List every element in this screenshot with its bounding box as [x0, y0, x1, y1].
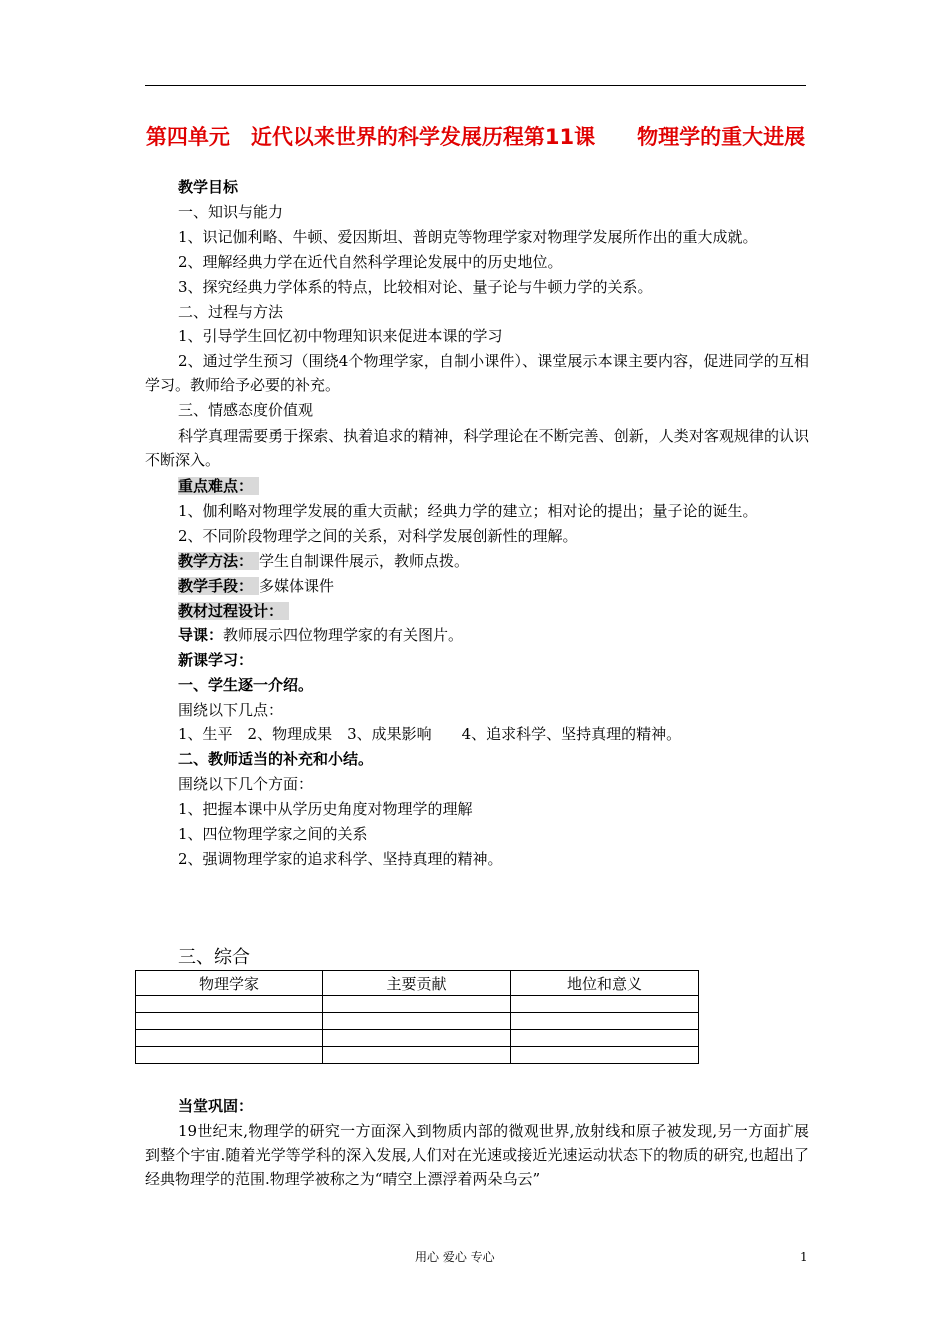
top-rule	[145, 85, 806, 86]
table-header-cell: 物理学家	[136, 971, 323, 996]
table-row	[136, 1047, 699, 1064]
part1-points: 1、生平 2、物理成果 3、成果影响 4、追求科学、坚持真理的精神。	[178, 725, 682, 743]
design-row	[178, 601, 289, 621]
key-points-label-text: 重点难点：	[178, 477, 259, 495]
objective-3: 3、探究经典力学体系的特点，比较相对论、量子论与牛顿力学的关系。	[178, 278, 653, 296]
table-cell	[511, 1030, 699, 1047]
table-cell	[136, 1013, 323, 1030]
process-2: 2、通过学生预习（围绕4个物理学家，自制小课件）、课堂展示本课主要内容，促进同学的互相学习。教师给予必要的补充。	[145, 352, 809, 394]
intro-label: 导课：	[178, 626, 224, 644]
footer-motto: 用心 爱心 专心	[415, 1250, 495, 1264]
table-cell	[323, 1030, 511, 1047]
part2-item-3: 2、强调物理学家的追求科学、坚持真理的精神。	[178, 850, 503, 868]
part1-around: 围绕以下几点：	[178, 701, 284, 719]
table-cell	[136, 996, 323, 1013]
consolidation-label: 当堂巩固：	[178, 1097, 254, 1115]
table-row	[136, 1030, 699, 1047]
summary-table	[135, 970, 699, 1064]
section3-heading: 三、情感态度价值观	[178, 401, 314, 419]
table-cell	[136, 1047, 323, 1064]
means-text: 多媒体课件	[259, 577, 335, 595]
section1-heading: 一、知识与能力	[178, 203, 284, 221]
key-points-label	[178, 476, 259, 496]
part2-item-1: 1、把握本课中从学历史角度对物理学的理解	[178, 800, 473, 818]
document-title: 第四单元 近代以来世界的科学发展历程第11课 物理学的重大进展	[145, 125, 806, 149]
key-point-1: 1、伽利略对物理学发展的重大贡献；经典力学的建立；相对论的提出；量子论的诞生。	[178, 502, 758, 520]
part2-heading: 二、教师适当的补充和小结。	[178, 750, 374, 768]
table-row	[136, 1013, 699, 1030]
part2-around: 围绕以下几个方面：	[178, 775, 314, 793]
page-number: 1	[800, 1250, 808, 1264]
table-header-cell: 地位和意义	[511, 971, 699, 996]
section2-heading: 二、过程与方法	[178, 303, 284, 321]
table-header-row	[136, 971, 699, 996]
table-cell	[511, 996, 699, 1013]
table-header-cell: 主要贡献	[323, 971, 511, 996]
table-cell	[511, 1013, 699, 1030]
intro-text: 教师展示四位物理学家的有关图片。	[223, 626, 464, 644]
intro-row	[178, 625, 463, 645]
method-text: 学生自制课件展示，教师点拨。	[259, 552, 470, 570]
table-cell	[323, 1047, 511, 1064]
part1-heading: 一、学生逐一介绍。	[178, 676, 314, 694]
new-lesson-label: 新课学习：	[178, 651, 254, 669]
consolidation-text: 19世纪末,物理学的研究一方面深入到物质内部的微观世界,放射线和原子被发现,另一方面扩展到整个宇宙.随着光学等学科的深入发展,人们对在光速或接近光速运动状态下的物质的研究,也超出了经典物理学的范围.物理学被称之为“晴空上漂浮着两朵乌云”	[145, 1122, 809, 1188]
values-text: 科学真理需要勇于探索、执着追求的精神，科学理论在不断完善、创新，人类对客观规律的认识不断深入。	[145, 427, 809, 469]
method-row	[178, 551, 469, 571]
means-row	[178, 576, 334, 596]
table-cell	[136, 1030, 323, 1047]
table-cell	[511, 1047, 699, 1064]
method-label: 教学方法：	[178, 552, 259, 570]
part2-item-2: 1、四位物理学家之间的关系	[178, 825, 368, 843]
table-row	[136, 996, 699, 1013]
objective-1: 1、识记伽利略、牛顿、爱因斯坦、普朗克等物理学家对物理学发展所作出的重大成就。	[178, 228, 758, 246]
means-label: 教学手段：	[178, 577, 259, 595]
process-1: 1、引导学生回忆初中物理知识来促进本课的学习	[178, 327, 503, 345]
table-cell	[323, 1013, 511, 1030]
summary-heading: 三、综合	[178, 947, 250, 968]
objective-2: 2、理解经典力学在近代自然科学理论发展中的历史地位。	[178, 253, 563, 271]
objectives-heading: 教学目标	[178, 178, 239, 196]
table-cell	[323, 996, 511, 1013]
key-point-2: 2、不同阶段物理学之间的关系，对科学发展创新性的理解。	[178, 527, 578, 545]
design-label: 教材过程设计：	[178, 602, 289, 620]
